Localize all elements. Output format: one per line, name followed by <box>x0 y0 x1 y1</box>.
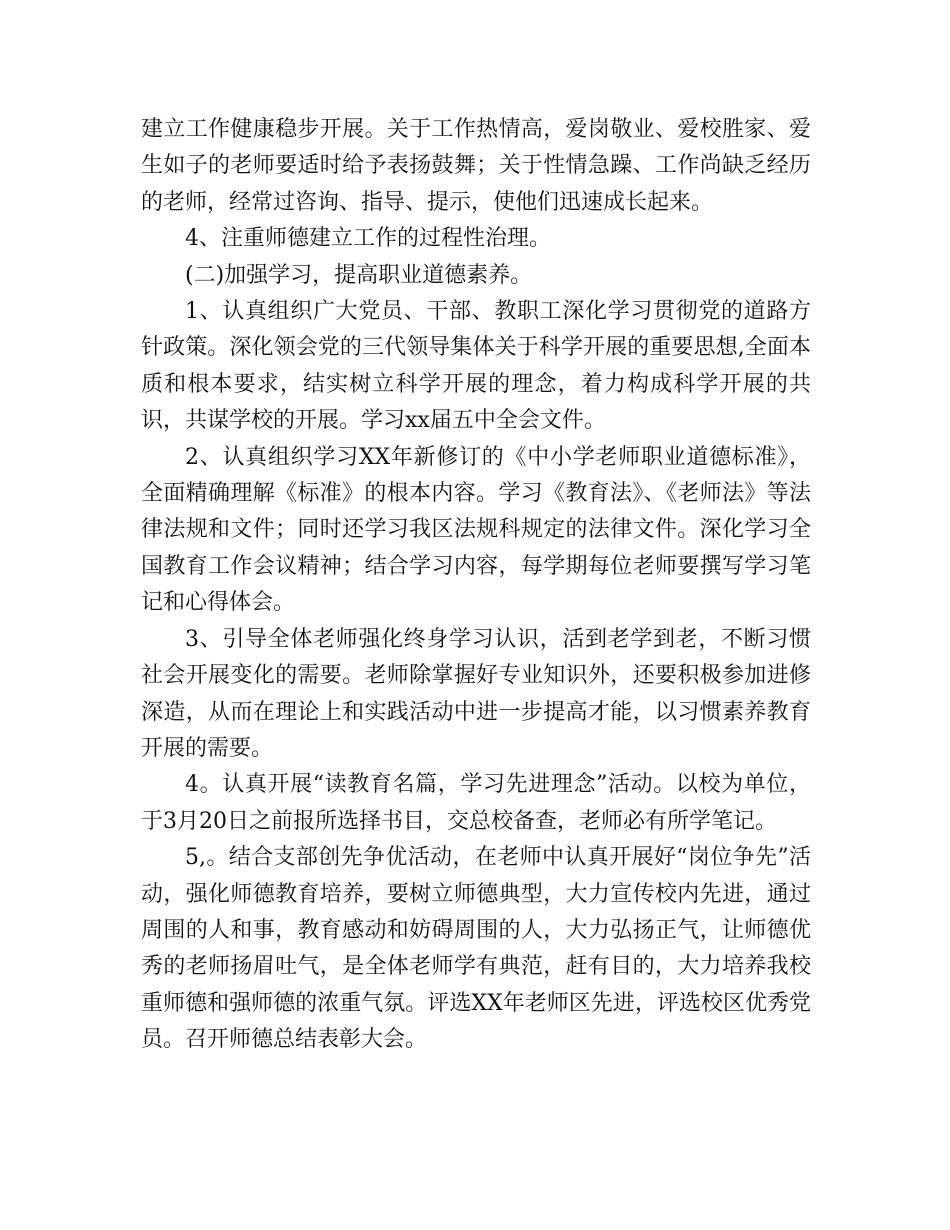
paragraph-item-3-lifelong-learning: 3、引导全体老师强化终身学习认识，活到老学到老，不断习惯社会开展变化的需要。老师除掌握好专业知识外，还要积极参加进修深造，从而在理论上和实践活动中进一步提高才能，以习惯素养教育开展的需要。 <box>141 626 811 761</box>
paragraph-item-1-policy: 1、认真组织广大党员、干部、教职工深化学习贯彻党的道路方针政策。深化领会党的三代领导集体关于科学开展的重要思想,全面本质和根本要求，结实树立科学开展的理念，着力构成科学开展的共识，共谋学校的开展。学习xx届五中全会文件。 <box>141 299 811 434</box>
document-body <box>141 112 811 1059</box>
section-heading-study: (二)加强学习，提高职业道德素养。 <box>185 262 533 288</box>
paragraph-item-2-standards: 2、认真组织学习XX年新修订的《中小学老师职业道德标准》，全面精确理解《标准》的根本内容。学习《教育法》、《老师法》等法律法规和文件；同时还学习我区法规科规定的法律文件。深化学习全国教育工作会议精神；结合学习内容，每学期每位老师要撰写学习笔记和心得体会。 <box>141 444 811 616</box>
paragraph-item-5-activities: 5,。结合支部创先争优活动，在老师中认真开展好“岗位争先”活动，强化师德教育培养，要树立师德典型，大力宣传校内先进，通过周围的人和事，教育感动和妨碍周围的人，大力弘扬正气，让师德优秀的老师扬眉吐气，是全体老师学有典范，赶有目的，大力培养我校重师德和强师德的浓重气氛。评选XX年老师区先进，评选校区优秀党员。召开师德总结表彰大会。 <box>141 845 811 1053</box>
paragraph-item-4-reading: 4。认真开展“读教育名篇，学习先进理念”活动。以校为单位，于3月20日之前报所选择书目，交总校备查，老师必有所学笔记。 <box>141 772 811 834</box>
paragraph-continued: 建立工作健康稳步开展。关于工作热情高，爱岗敬业、爱校胜家、爱生如子的老师要适时给予表扬鼓舞；关于性情急躁、工作尚缺乏经历的老师，经常过咨询、指导、提示，使他们迅速成长起来。 <box>141 117 811 215</box>
paragraph-item-4-management: 4、注重师德建立工作的过程性治理。 <box>185 226 551 252</box>
